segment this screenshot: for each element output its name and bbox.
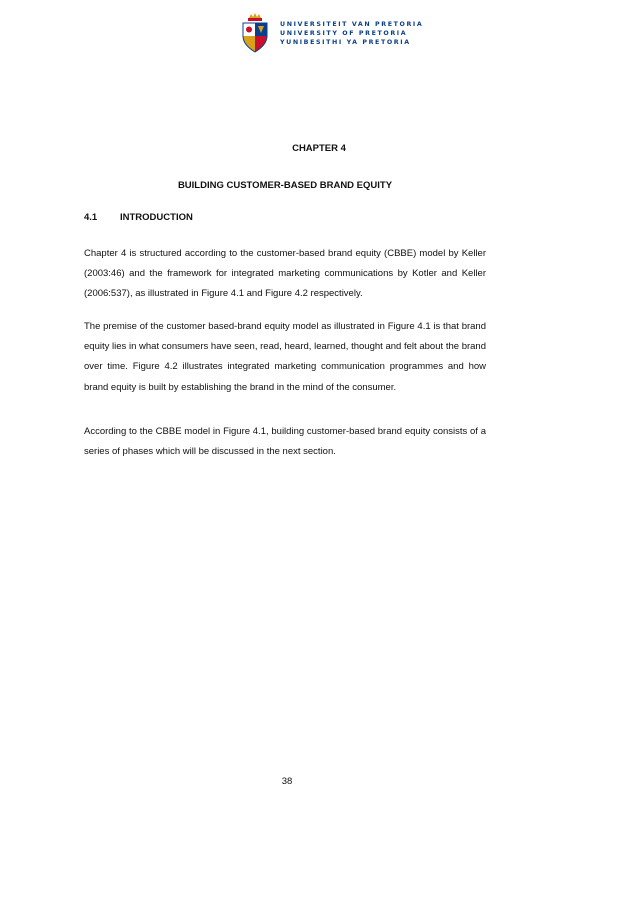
section-title: INTRODUCTION [120,212,193,223]
university-logo [238,10,423,56]
university-names [280,20,423,47]
section-number: 4.1 [84,212,98,223]
chapter-title: BUILDING CUSTOMER-BASED BRAND EQUITY [177,180,393,191]
university-name-afrikaans: UNIVERSITEIT VAN PRETORIA [280,20,424,28]
chapter-label: CHAPTER 4 [292,143,346,154]
section-heading [84,212,193,223]
university-name-sepedi: YUNIBESITHI YA PRETORIA [280,38,411,46]
university-crest-icon [238,12,272,54]
paragraph: The premise of the customer based-brand equity model as illustrated in Figure 4.1 is that brand equity lies in what consumers have seen, read, heard, learned, thought and felt about the brand over time. Figure 4.2 illustrates integrated marketing communication programmes and how brand equity is built by establishing the brand in the mind of the consumer. [84,321,486,393]
university-name-english: UNIVERSITY OF PRETORIA [280,29,408,37]
paragraph: Chapter 4 is structured according to the customer-based brand equity (CBBE) model by Keller (2003:46) and the framework for integrated marketing communications by Kotler and Keller (2006:537), as illustrated in Figure 4.1 and Figure 4.2 respectively. [84,248,486,300]
paragraph: According to the CBBE model in Figure 4.1, building customer-based brand equity consists of a series of phases which will be discussed in the next section. [84,426,486,458]
page-number: 38 [281,776,293,787]
